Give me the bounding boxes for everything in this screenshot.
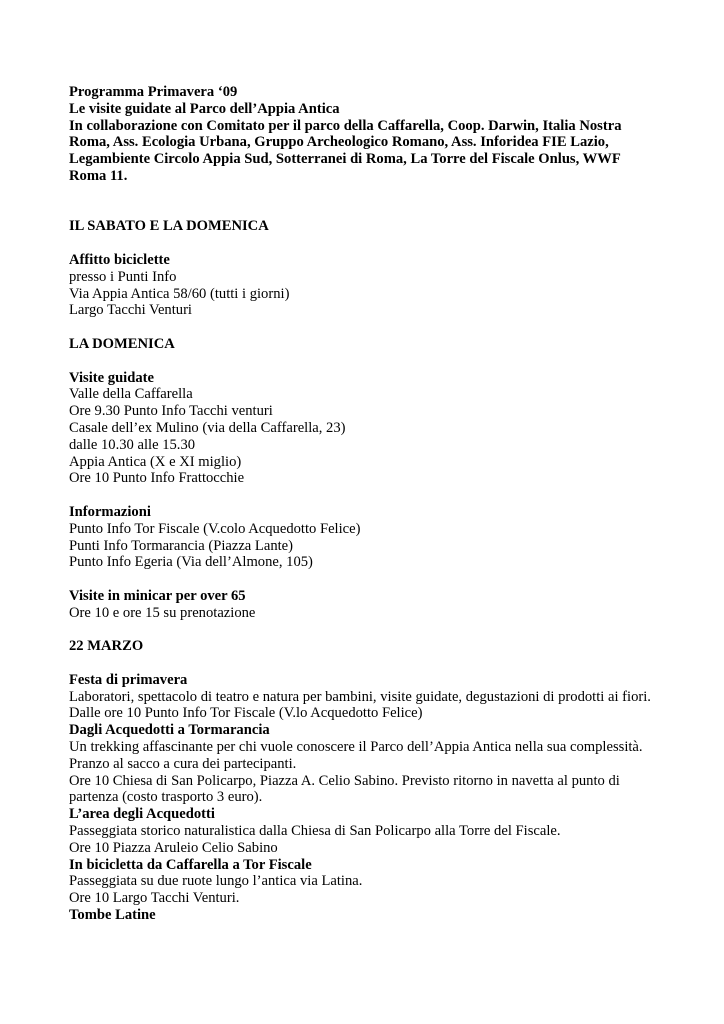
minicar-title: Visite in minicar per over 65 — [69, 587, 246, 604]
section-heading-sunday: LA DOMENICA — [69, 335, 175, 352]
event-title: Dagli Acquedotti a Tormarancia — [69, 722, 270, 739]
event-line: Laboratori, spettacolo di teatro e natura per bambini, visite guidate, degustazioni di prodotti ai fiori. — [69, 688, 651, 705]
collaboration-line: Roma, Ass. Ecologia Urbana, Gruppo Archeologico Romano, Ass. Inforidea FIE Lazio, — [69, 134, 609, 151]
bike-rental-line: Via Appia Antica 58/60 (tutti i giorni) — [69, 285, 290, 302]
guided-tours-line: dalle 10.30 alle 15.30 — [69, 436, 196, 453]
event-title: Tombe Latine — [69, 907, 156, 924]
event-line: partenza (costo trasporto 3 euro). — [69, 789, 263, 806]
spacer — [69, 622, 669, 639]
spacer — [69, 202, 669, 219]
guided-tours-line: Ore 9.30 Punto Info Tacchi venturi — [69, 403, 273, 420]
event-title: In bicicletta da Caffarella a Tor Fiscale — [69, 856, 312, 873]
program-title: Programma Primavera ‘09 — [69, 84, 238, 100]
spacer — [69, 655, 669, 672]
event-line: Ore 10 Piazza Aruleio Celio Sabino — [69, 839, 278, 856]
guided-tours-line: Casale dell’ex Mulino (via della Caffarella, 23) — [69, 419, 346, 436]
collaboration-line: Legambiente Circolo Appia Sud, Sotterranei di Roma, La Torre del Fiscale Onlus, WWF — [69, 151, 621, 168]
information-line: Punto Info Egeria (Via dell’Almone, 105) — [69, 554, 313, 571]
bike-rental-line: Largo Tacchi Venturi — [69, 302, 192, 319]
bike-rental-line: presso i Punti Info — [69, 268, 177, 285]
spacer — [69, 487, 669, 504]
event-title: Festa di primavera — [69, 671, 188, 688]
document-body — [69, 84, 669, 924]
event-line: Pranzo al sacco a cura dei partecipanti. — [69, 755, 297, 772]
collaboration-line: In collaborazione con Comitato per il parco della Caffarella, Coop. Darwin, Italia Nostra — [69, 117, 622, 134]
minicar-line: Ore 10 e ore 15 su prenotazione — [69, 604, 256, 621]
event-line: Dalle ore 10 Punto Info Tor Fiscale (V.lo Acquedotto Felice) — [69, 705, 423, 722]
program-subtitle: Le visite guidate al Parco dell’Appia Antica — [69, 100, 340, 117]
event-line: Ore 10 Largo Tacchi Venturi. — [69, 890, 240, 907]
spacer — [69, 235, 669, 252]
guided-tours-title: Visite guidate — [69, 369, 154, 386]
spacer — [69, 571, 669, 588]
collaboration-line: Roma 11. — [69, 167, 128, 184]
event-line: Passeggiata storico naturalistica dalla Chiesa di San Policarpo alla Torre del Fiscale. — [69, 823, 561, 840]
event-title: L’area degli Acquedotti — [69, 806, 215, 823]
guided-tours-line: Ore 10 Punto Info Frattocchie — [69, 470, 245, 487]
information-line: Punti Info Tormarancia (Piazza Lante) — [69, 537, 294, 554]
event-line: Passeggiata su due ruote lungo l’antica via Latina. — [69, 873, 363, 890]
spacer — [69, 185, 669, 202]
event-line: Ore 10 Chiesa di San Policarpo, Piazza A. Celio Sabino. Previsto ritorno in navetta al punto di — [69, 772, 620, 789]
event-line: Un trekking affascinante per chi vuole conoscere il Parco dell’Appia Antica nella sua complessità. — [69, 739, 643, 756]
section-heading-weekend: IL SABATO E LA DOMENICA — [69, 218, 269, 235]
bike-rental-title: Affitto biciclette — [69, 251, 170, 268]
information-line: Punto Info Tor Fiscale (V.colo Acquedotto Felice) — [69, 520, 361, 537]
information-title: Informazioni — [69, 503, 151, 520]
guided-tours-line: Appia Antica (X e XI miglio) — [69, 453, 242, 470]
section-heading-march-22: 22 MARZO — [69, 638, 144, 655]
spacer — [69, 353, 669, 370]
spacer — [69, 319, 669, 336]
guided-tours-line: Valle della Caffarella — [69, 386, 193, 403]
